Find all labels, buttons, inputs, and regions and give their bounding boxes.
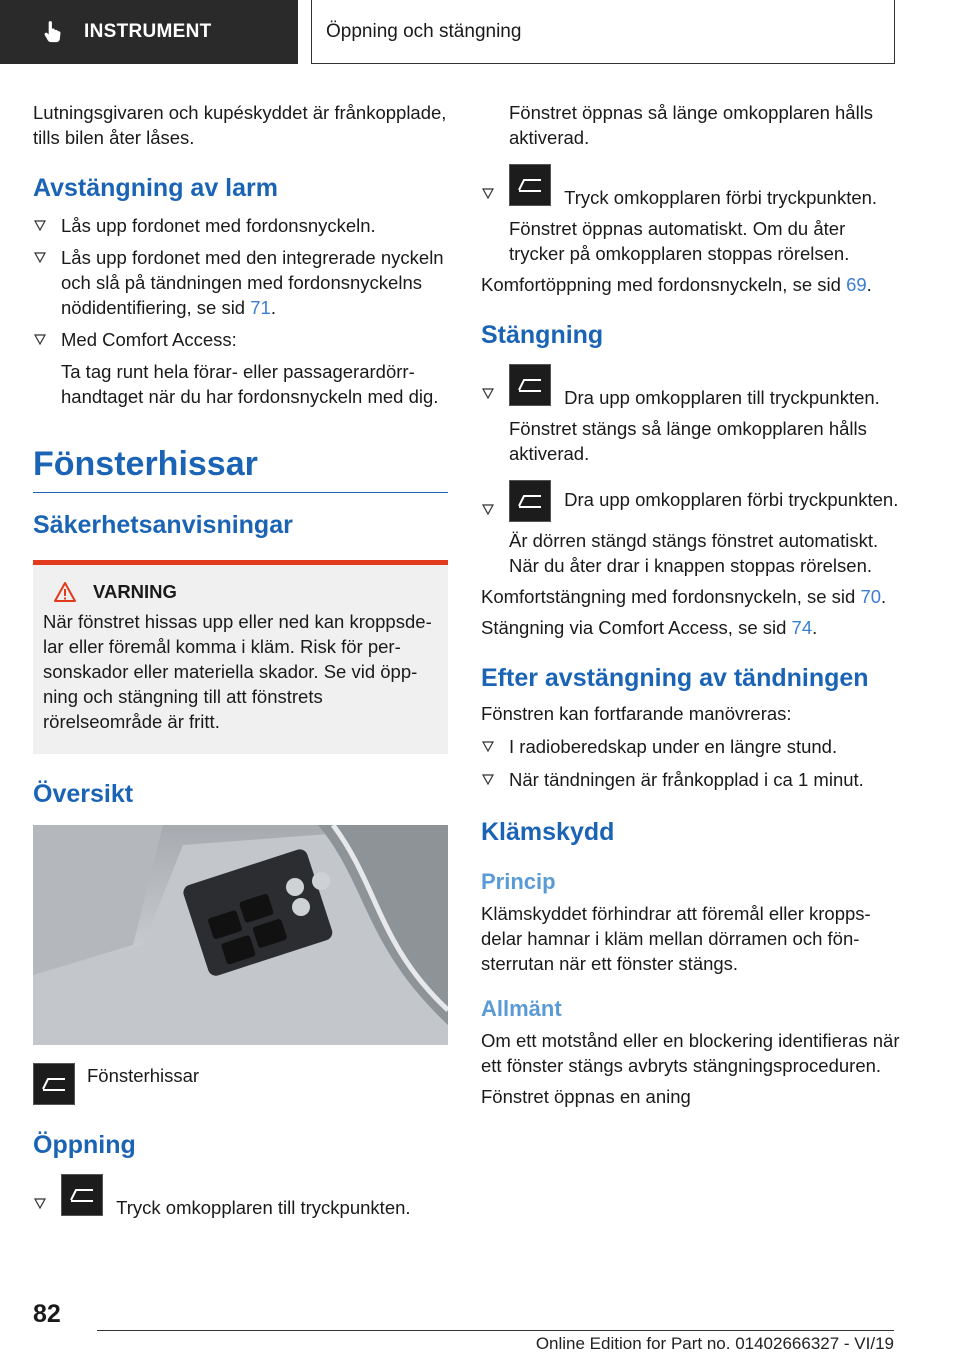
window-switch-icon [509,164,551,206]
window-switch-icon [61,1174,103,1216]
triangle-bullet-icon [481,502,495,516]
footer-edition: Online Edition for Part no. 01402666327 - VI/19 [535,1334,894,1353]
page-number: 82 [33,1300,61,1328]
window-switch-icon [509,364,551,406]
chapter-tab[interactable] [0,0,298,64]
list-item-detail: Fönstret stängs så länge omkopplaren hålls aktiverad. [509,417,867,464]
general-heading: Allmänt [481,995,562,1021]
list-item: Tryck omkopplaren till tryckpunkten. [33,1174,448,1220]
page-link[interactable]: 70 [860,585,882,607]
icon-caption: Fönsterhissar [87,1065,200,1086]
list-item: När tändningen är frånkopplad i ca 1 minut. [481,767,901,792]
window-switch-icon [33,1063,75,1105]
closing-heading: Stängning [481,320,604,349]
pinch-heading: Klämskydd [481,817,615,846]
triangle-bullet-icon [481,186,495,200]
page-link[interactable]: 74 [791,616,813,638]
page-link[interactable]: 71 [250,297,271,318]
list-item-detail: Fönstret öppnas automatiskt. Om du åter trycker på omkopplaren stoppas rörelsen. [509,217,850,264]
safety-heading: Säkerhetsanvisningar [33,511,293,539]
warning-box [33,560,448,754]
intro-text: Lutningsgivaren och kupéskyddet är frånkopplade, tills bilen åter låses. [33,102,447,148]
principle-heading: Princip [481,868,556,894]
windows-heading: Fönsterhissar [33,445,258,483]
warning-text: När fönstret hissas upp eller ned kan kroppsdelar eller föremål komma i kläm. Risk för personskador eller materiella skador. Se vid öppning och stängning till att fönstrets rörelseområde är fritt. [43,611,432,732]
heading-rule [33,492,448,493]
comfort-close-text: Komfortstängning med fordonsnyckeln, se sid 70. [481,585,887,607]
footer-rule [97,1330,894,1331]
page-link[interactable]: 69 [846,273,867,295]
door-panel-illustration [33,825,448,1045]
section-header [311,0,895,64]
triangle-bullet-icon [481,739,495,753]
list-item: Dra upp omkopplaren förbi tryckpunkten. [481,480,901,522]
list-item: Lås upp fordonet med den integrerade nyckeln och slå på tändningen med fordonsnyckelns nödidentifiering, se sid 71. [33,245,448,320]
general-text: Om ett motstånd eller en blockering identifieras när ett fönster stängs avbryts stängningsproceduren. [481,1029,900,1076]
right-column [481,100,901,1109]
comfort-access-text: Stängning via Comfort Access, se sid 74. [481,616,818,638]
list-item: Dra upp omkopplaren till tryckpunkten. [481,364,901,410]
hand-pointer-icon [40,19,66,45]
section-title: Öppning och stängning [326,20,522,42]
triangle-bullet-icon [481,772,495,786]
general-text-2: Fönstret öppnas en aning [481,1085,691,1107]
principle-text: Klämskyddet förhindrar att föremål eller kroppsdelar hamnar i kläm mellan dörramen och fönsterrutan när ett fönster stängs. [481,902,871,974]
list-item: Med Comfort Access: [33,327,448,352]
triangle-bullet-icon [33,218,47,232]
opening-heading: Öppning [33,1131,136,1159]
alarm-off-heading: Avstängning av larm [33,174,278,202]
icon-caption-row [33,1063,448,1105]
after-ignition-text: Fönstren kan fortfarande manövreras: [481,702,792,724]
left-column [33,100,448,1220]
chapter-label: INSTRUMENT [84,21,212,42]
window-switch-photo [33,825,448,1045]
triangle-bullet-icon [33,250,47,264]
triangle-bullet-icon [33,1196,47,1210]
list-item: I radioberedskap under en längre stund. [481,734,901,759]
triangle-bullet-icon [481,386,495,400]
warning-triangle-icon [53,581,77,603]
comfort-open-text: Komfortöppning med fordonsnyckeln, se sid 69. [481,273,872,295]
list-item: Tryck omkopplaren förbi tryckpunkten. [481,164,901,210]
list-item-detail: Ta tag runt hela förar- eller passagerardörrhandtaget när du har fordonsnyckeln med dig. [61,361,439,407]
list-item: Lås upp fordonet med fordonsnyckeln. [33,213,448,238]
overview-heading: Översikt [33,780,134,808]
list-item-detail: Fönstret öppnas så länge omkopplaren hålls aktiverad. [509,102,874,148]
window-switch-icon [509,480,551,522]
list-item-detail: Är dörren stängd stängs fönstret automatiskt. När du åter drar i knappen stoppas rörelsen. [509,529,879,576]
triangle-bullet-icon [33,332,47,346]
after-ignition-heading: Efter avstängning av tändningen [481,663,869,692]
warning-title: VARNING [53,581,438,603]
